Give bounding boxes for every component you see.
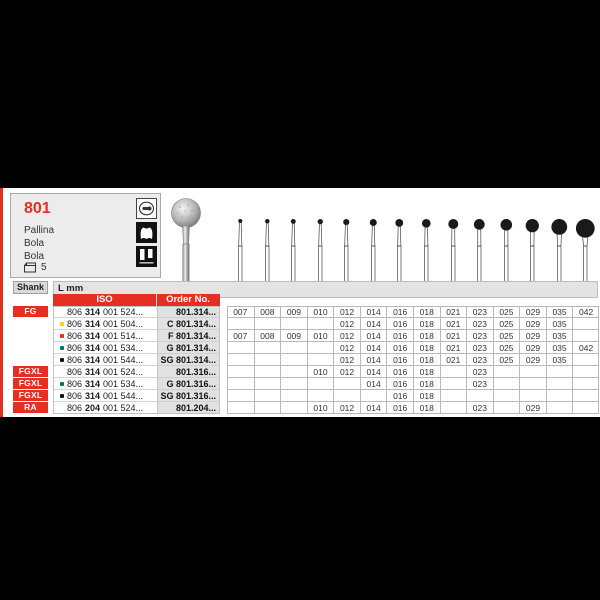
size-cell bbox=[572, 366, 599, 378]
size-cell: 018 bbox=[413, 306, 440, 318]
grit-dot-red bbox=[60, 334, 64, 338]
bur-drawing-035 bbox=[546, 213, 573, 291]
bur-drawing-023 bbox=[466, 213, 493, 291]
shank-cell: RA bbox=[13, 402, 48, 413]
size-cell bbox=[572, 354, 599, 366]
size-cell bbox=[280, 378, 307, 390]
size-cell bbox=[227, 354, 254, 366]
size-cell bbox=[519, 366, 546, 378]
product-table bbox=[13, 306, 599, 414]
size-cell: 023 bbox=[466, 378, 493, 390]
size-cell: 029 bbox=[519, 330, 546, 342]
order-number-cell: 801.316... bbox=[157, 366, 220, 378]
size-cell bbox=[360, 390, 387, 402]
order-number-cell: SG 801.316... bbox=[157, 390, 220, 402]
size-cell: 023 bbox=[466, 402, 493, 414]
iso-cell: 806 314 001 524... bbox=[53, 306, 157, 318]
shank-column-header: Shank bbox=[13, 281, 48, 294]
size-cell: 023 bbox=[466, 342, 493, 354]
size-cell: 042 bbox=[572, 342, 599, 354]
iso-cell: 806 314 001 514... bbox=[53, 330, 157, 342]
product-name: Bola bbox=[24, 238, 45, 249]
shank-cell: FGXL bbox=[13, 366, 48, 377]
size-cell bbox=[493, 402, 520, 414]
size-cell: 021 bbox=[440, 318, 467, 330]
size-cell bbox=[227, 402, 254, 414]
size-cell: 018 bbox=[413, 354, 440, 366]
length-header-label: L mm bbox=[58, 283, 84, 294]
size-cell bbox=[466, 390, 493, 402]
size-cell: 010 bbox=[307, 366, 334, 378]
size-cell: 035 bbox=[546, 330, 573, 342]
order-number-header: Order No. bbox=[166, 294, 210, 305]
size-cell: 014 bbox=[360, 342, 387, 354]
size-cell: 014 bbox=[360, 378, 387, 390]
shank-cell: FGXL bbox=[13, 390, 48, 401]
shank-cell-empty bbox=[13, 330, 48, 341]
size-cell bbox=[572, 330, 599, 342]
size-cell bbox=[227, 390, 254, 402]
size-cell bbox=[572, 390, 599, 402]
size-cell: 012 bbox=[333, 330, 360, 342]
size-cell bbox=[519, 390, 546, 402]
size-cell: 021 bbox=[440, 330, 467, 342]
size-cell bbox=[307, 390, 334, 402]
iso-header: ISO bbox=[53, 294, 157, 306]
grit-dot-black bbox=[60, 394, 64, 398]
size-cell: 018 bbox=[413, 366, 440, 378]
order-number-cell: F 801.314... bbox=[157, 330, 220, 342]
size-cell: 014 bbox=[360, 402, 387, 414]
bur-drawing-012 bbox=[333, 213, 360, 291]
size-cell: 029 bbox=[519, 306, 546, 318]
size-cell: 016 bbox=[386, 402, 413, 414]
size-cell: 012 bbox=[333, 342, 360, 354]
size-cell bbox=[440, 402, 467, 414]
size-cell: 007 bbox=[227, 306, 254, 318]
size-cell: 012 bbox=[333, 306, 360, 318]
size-cell bbox=[572, 378, 599, 390]
size-cell: 009 bbox=[280, 330, 307, 342]
size-cell: 018 bbox=[413, 330, 440, 342]
size-cell: 023 bbox=[466, 318, 493, 330]
size-cell: 014 bbox=[360, 318, 387, 330]
size-cell: 029 bbox=[519, 342, 546, 354]
size-cell: 014 bbox=[360, 330, 387, 342]
size-cell bbox=[546, 366, 573, 378]
order-number-cell: G 801.316... bbox=[157, 378, 220, 390]
iso-cell: 806 314 001 544... bbox=[53, 390, 157, 402]
size-cell bbox=[307, 342, 334, 354]
size-cell bbox=[254, 390, 281, 402]
size-cell bbox=[280, 390, 307, 402]
iso-order-header-band bbox=[53, 294, 220, 306]
size-cell: 009 bbox=[280, 306, 307, 318]
size-cell: 025 bbox=[493, 342, 520, 354]
size-cell: 021 bbox=[440, 354, 467, 366]
order-number-cell: C 801.314... bbox=[157, 318, 220, 330]
size-cell: 025 bbox=[493, 306, 520, 318]
size-cell: 018 bbox=[413, 402, 440, 414]
size-cell bbox=[280, 354, 307, 366]
size-cell: 016 bbox=[386, 366, 413, 378]
iso-cell: 806 314 001 544... bbox=[53, 354, 157, 366]
order-number-cell: 801.314... bbox=[157, 306, 220, 318]
size-cell bbox=[307, 354, 334, 366]
content-area bbox=[0, 188, 600, 417]
grit-dot-black bbox=[60, 358, 64, 362]
bur-drawing-029 bbox=[519, 213, 546, 291]
product-name: Bola bbox=[24, 251, 45, 262]
size-cell: 012 bbox=[333, 354, 360, 366]
size-cell: 018 bbox=[413, 318, 440, 330]
size-cell: 035 bbox=[546, 306, 573, 318]
bur-drawing-016 bbox=[386, 213, 413, 291]
shank-cell-empty bbox=[13, 354, 48, 365]
size-cell bbox=[493, 366, 520, 378]
size-cell: 018 bbox=[413, 390, 440, 402]
size-cell: 021 bbox=[440, 342, 467, 354]
size-cell: 016 bbox=[386, 318, 413, 330]
order-number-cell: SG 801.314... bbox=[157, 354, 220, 366]
size-cell: 023 bbox=[466, 306, 493, 318]
size-cell: 012 bbox=[333, 318, 360, 330]
size-cell: 018 bbox=[413, 342, 440, 354]
size-cell bbox=[333, 390, 360, 402]
size-cell: 016 bbox=[386, 330, 413, 342]
figure-number: 801 bbox=[24, 200, 51, 217]
order-number-cell: 801.204... bbox=[157, 402, 220, 414]
table-row bbox=[13, 318, 599, 330]
size-cell: 014 bbox=[360, 306, 387, 318]
size-cell: 035 bbox=[546, 342, 573, 354]
size-cell: 016 bbox=[386, 390, 413, 402]
size-cell bbox=[254, 402, 281, 414]
shank-cell: FG bbox=[13, 306, 48, 317]
iso-cell: 806 314 001 534... bbox=[53, 378, 157, 390]
bur-drawing-021 bbox=[440, 213, 467, 291]
size-cell: 012 bbox=[333, 402, 360, 414]
bur-drawing-018 bbox=[413, 213, 440, 291]
bur-drawing-025 bbox=[493, 213, 520, 291]
size-cell bbox=[254, 366, 281, 378]
pack-quantity: 5 bbox=[41, 262, 47, 273]
size-cell bbox=[280, 366, 307, 378]
table-row bbox=[13, 402, 599, 414]
size-cell bbox=[307, 318, 334, 330]
size-cell: 023 bbox=[466, 366, 493, 378]
size-cell bbox=[333, 378, 360, 390]
iso-cell: 806 314 001 504... bbox=[53, 318, 157, 330]
size-cell: 029 bbox=[519, 402, 546, 414]
bur-drawing-007 bbox=[227, 213, 254, 291]
size-cell: 023 bbox=[466, 330, 493, 342]
size-cell: 018 bbox=[413, 378, 440, 390]
shank-cell-empty bbox=[13, 342, 48, 353]
grit-dot-green bbox=[60, 346, 64, 350]
size-cell: 010 bbox=[307, 330, 334, 342]
size-cell bbox=[307, 378, 334, 390]
size-cell: 010 bbox=[307, 402, 334, 414]
size-cell: 014 bbox=[360, 354, 387, 366]
iso-cell: 806 314 001 524... bbox=[53, 366, 157, 378]
table-row bbox=[13, 306, 599, 318]
size-cell bbox=[227, 366, 254, 378]
size-cell: 025 bbox=[493, 318, 520, 330]
size-cell: 025 bbox=[493, 330, 520, 342]
bur-drawing-009 bbox=[280, 213, 307, 291]
product-name: Pallina bbox=[24, 225, 55, 236]
size-cell bbox=[227, 342, 254, 354]
size-cell bbox=[254, 342, 281, 354]
size-cell bbox=[572, 402, 599, 414]
bur-drawing-008 bbox=[254, 213, 281, 291]
size-cell bbox=[493, 378, 520, 390]
size-cell: 021 bbox=[440, 306, 467, 318]
size-cell bbox=[280, 318, 307, 330]
size-cell bbox=[280, 402, 307, 414]
table-row bbox=[13, 366, 599, 378]
size-cell: 016 bbox=[386, 306, 413, 318]
table-row bbox=[13, 330, 599, 342]
table-row bbox=[13, 342, 599, 354]
table-row bbox=[13, 378, 599, 390]
size-cell bbox=[440, 366, 467, 378]
grit-dot-green bbox=[60, 382, 64, 386]
shank-cell: FGXL bbox=[13, 378, 48, 389]
size-cell: 016 bbox=[386, 354, 413, 366]
size-cell bbox=[254, 378, 281, 390]
size-cell: 023 bbox=[466, 354, 493, 366]
size-cell: 016 bbox=[386, 378, 413, 390]
iso-cell: 806 204 001 524... bbox=[53, 402, 157, 414]
size-cell bbox=[440, 378, 467, 390]
size-cell bbox=[572, 318, 599, 330]
table-row bbox=[13, 354, 599, 366]
size-cell: 007 bbox=[227, 330, 254, 342]
size-cell bbox=[546, 402, 573, 414]
size-cell bbox=[546, 378, 573, 390]
size-cell: 025 bbox=[493, 354, 520, 366]
size-cell: 016 bbox=[386, 342, 413, 354]
bur-drawing-014 bbox=[360, 213, 387, 291]
size-cell: 008 bbox=[254, 306, 281, 318]
size-cell bbox=[280, 342, 307, 354]
size-cell: 012 bbox=[333, 366, 360, 378]
iso-cell: 806 314 001 534... bbox=[53, 342, 157, 354]
size-cell bbox=[493, 390, 520, 402]
shank-cell-empty bbox=[13, 318, 48, 329]
size-cell: 029 bbox=[519, 318, 546, 330]
order-number-cell: G 801.314... bbox=[157, 342, 220, 354]
table-row bbox=[13, 390, 599, 402]
bur-drawing-010 bbox=[307, 213, 334, 291]
size-cell bbox=[440, 390, 467, 402]
size-cell bbox=[254, 318, 281, 330]
size-cell bbox=[519, 378, 546, 390]
size-cell bbox=[546, 390, 573, 402]
size-cell: 010 bbox=[307, 306, 334, 318]
size-cell bbox=[254, 354, 281, 366]
size-cell: 029 bbox=[519, 354, 546, 366]
size-cell: 014 bbox=[360, 366, 387, 378]
size-cell: 042 bbox=[572, 306, 599, 318]
bur-size-illustrations bbox=[0, 213, 600, 291]
size-cell: 008 bbox=[254, 330, 281, 342]
size-cell: 035 bbox=[546, 354, 573, 366]
grit-dot-yellow bbox=[60, 322, 64, 326]
size-cell: 035 bbox=[546, 318, 573, 330]
size-cell bbox=[227, 378, 254, 390]
size-cell bbox=[227, 318, 254, 330]
bur-drawing-042 bbox=[572, 213, 599, 291]
